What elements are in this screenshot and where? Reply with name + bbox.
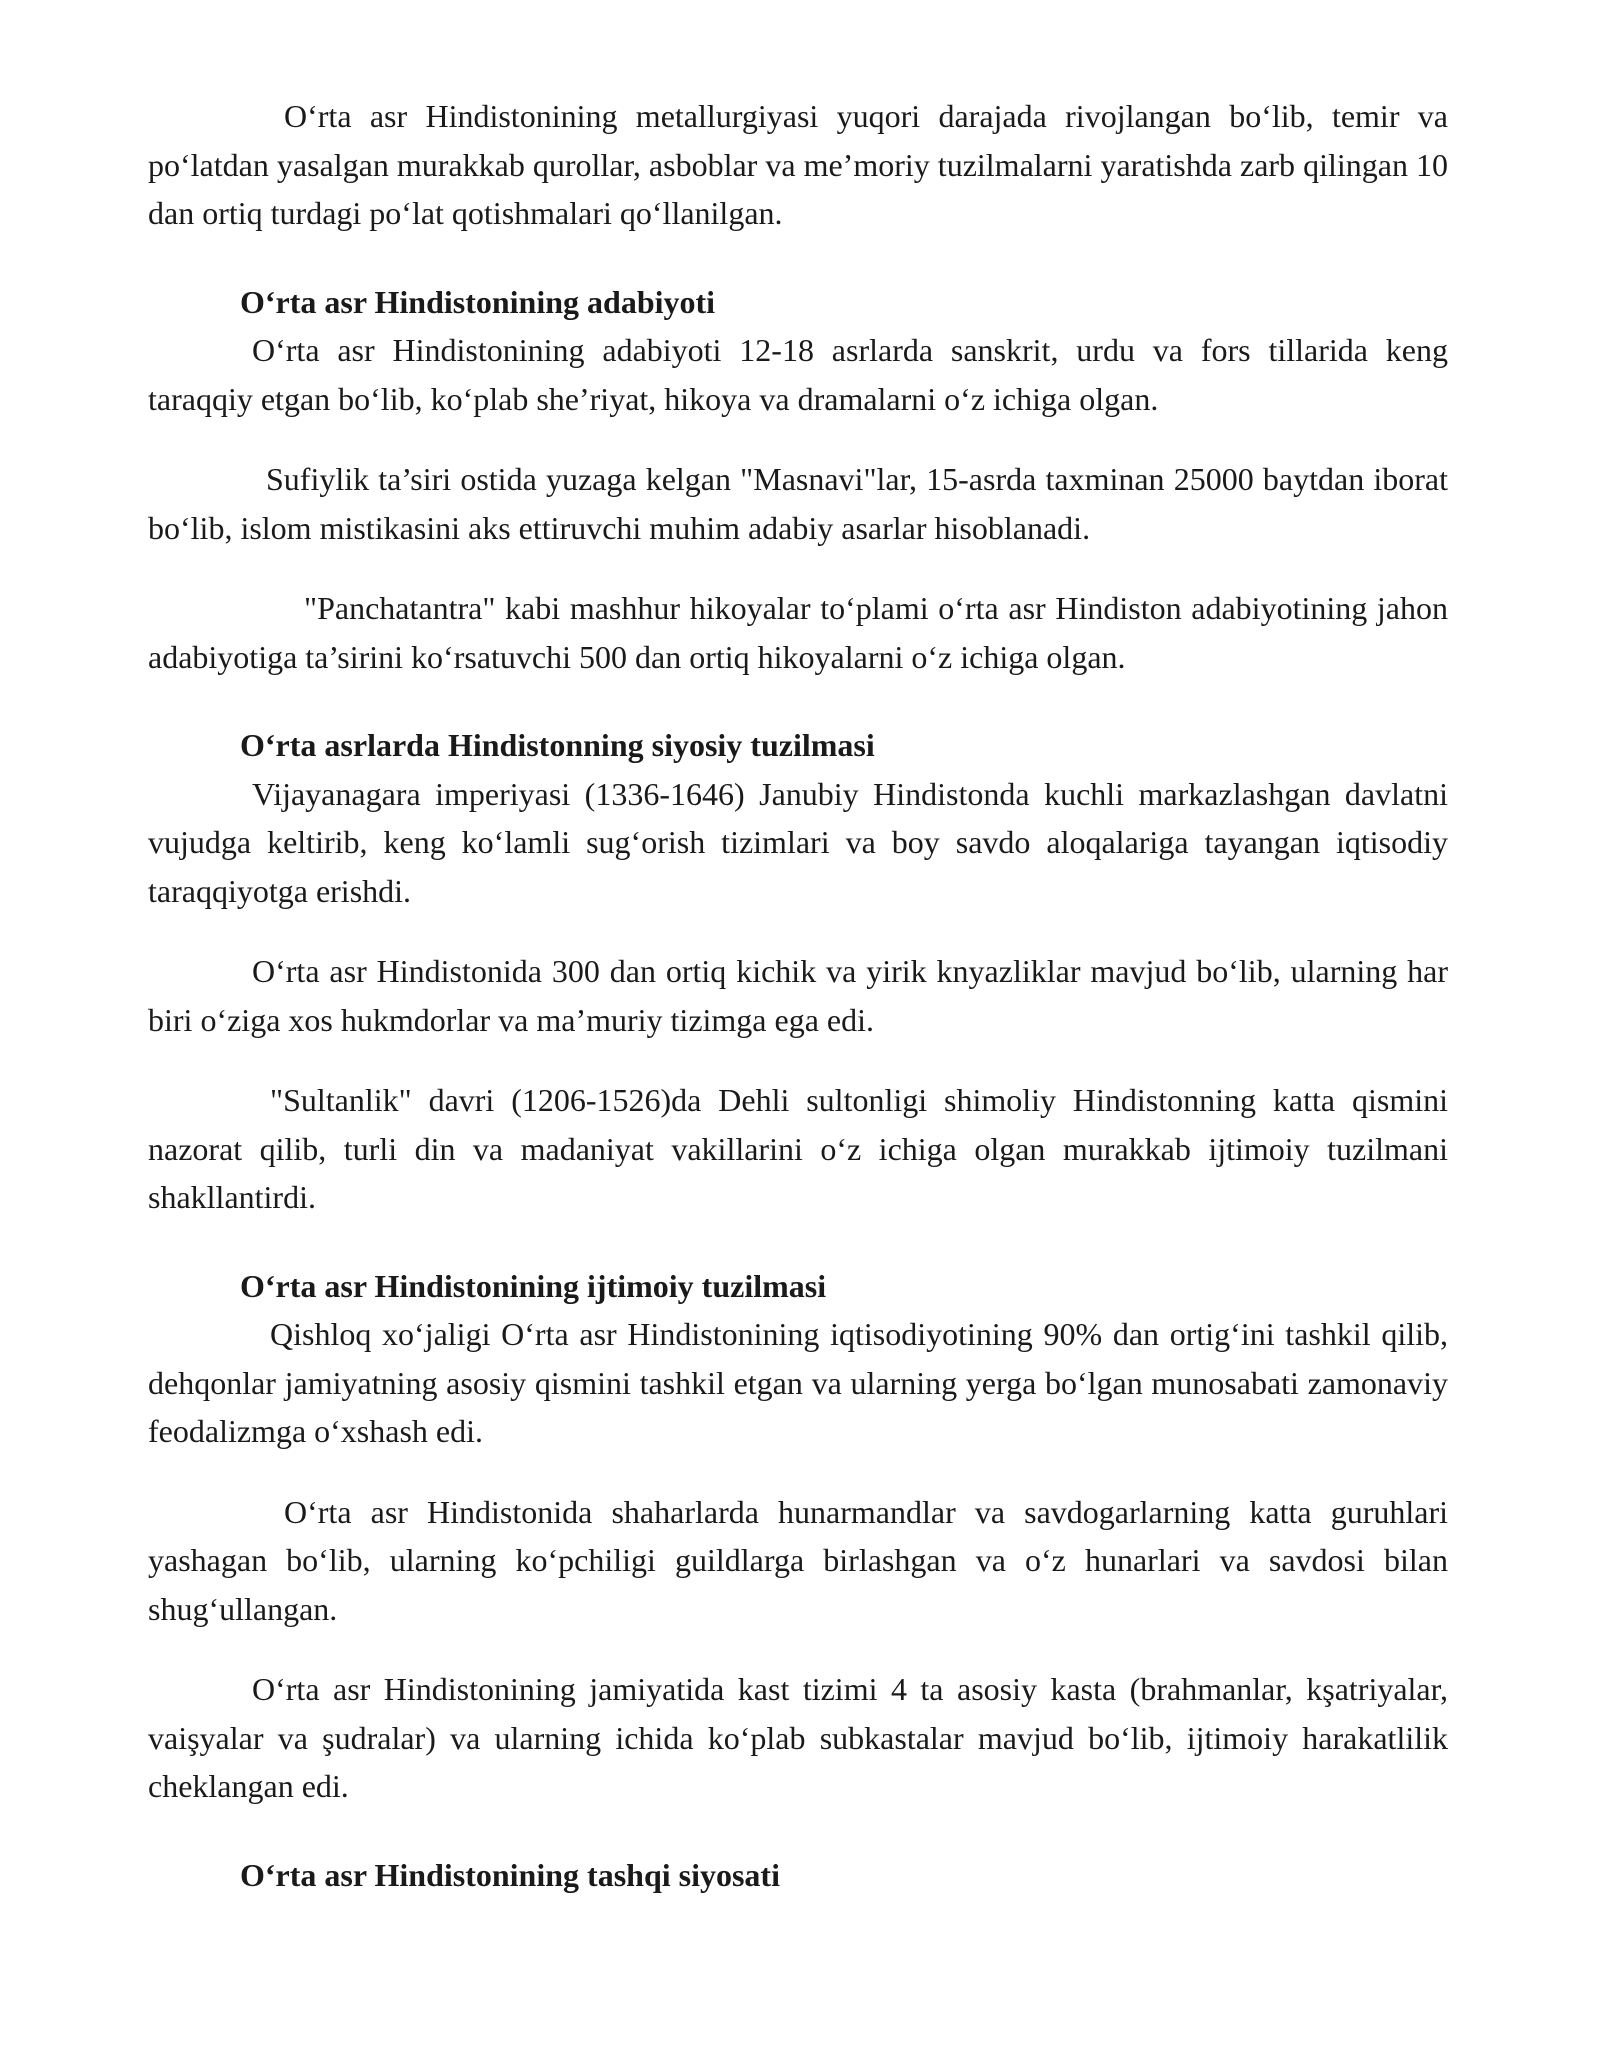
section-heading-foreign-policy: O‘rta asr Hindistonining tashqi siyosati: [240, 1856, 780, 1893]
paragraph-masnavi: Sufiylik ta’siri ostida yuzaga kelgan "Masnavi"lar, 15-asrda taxminan 25000 baytdan iborat bo‘lib, islom mistikasini aks ettiruvchi muhim adabiy asarlar hisoblanadi.: [148, 461, 1448, 546]
section-politics: [148, 721, 1448, 1222]
paragraph-metallurgy: O‘rta asr Hindistonining metallurgiyasi yuqori darajada rivojlangan bo‘lib, temir va po‘latdan yasalgan murakkab qurollar, asboblar va me’moriy tuzilmalarni yaratishda zarb qilingan 10 dan ortiq turdagi po‘lat qotishmalari qo‘llanilgan.: [148, 98, 1448, 231]
section-literature: [148, 278, 1448, 682]
paragraph-agriculture: Qishloq xo‘jaligi O‘rta asr Hindistonining iqtisodiyotining 90% dan ortig‘ini tashkil qilib, dehqonlar jamiyatning asosiy qismini tashkil etgan va ularning yerga bo‘lgan munosabati zamonaviy feodalizmga o‘xshash edi.: [148, 1316, 1448, 1449]
section-society: [148, 1262, 1448, 1811]
section-heading-literature: O‘rta asr Hindistonining adabiyoti: [240, 283, 716, 320]
paragraph-caste-system: O‘rta asr Hindistonining jamiyatida kast tizimi 4 ta asosiy kasta (brahmanlar, kşatriyalar, vaişyalar va şudralar) va ularning ichida ko‘plab subkastalar mavjud bo‘lib, ijtimoiy harakatlilik cheklangan edi.: [148, 1671, 1448, 1804]
document-page: [148, 92, 1448, 1899]
paragraph-principalities: O‘rta asr Hindistonida 300 dan ortiq kichik va yirik knyazliklar mavjud bo‘lib, ularning har biri o‘ziga xos hukmdorlar va ma’muriy tizimga ega edi.: [148, 953, 1448, 1038]
paragraph-vijayanagara: Vijayanagara imperiyasi (1336-1646) Janubiy Hindistonda kuchli markazlashgan davlatni vujudga keltirib, keng ko‘lamli sug‘orish tizimlari va boy savdo aloqalariga tayangan iqtisodiy taraqqiyotga erishdi.: [148, 775, 1448, 909]
section-heading-society: O‘rta asr Hindistonining ijtimoiy tuzilmasi: [240, 1267, 827, 1304]
section-foreign-policy: [148, 1851, 1448, 1900]
paragraph-panchatantra: "Panchatantra" kabi mashhur hikoyalar to‘plami o‘rta asr Hindiston adabiyotining jahon adabiyotiga ta’sirini ko‘rsatuvchi 500 dan ortiq hikoyalarni o‘z ichiga olgan.: [148, 590, 1448, 675]
paragraph-artisans: O‘rta asr Hindistonida shaharlarda hunarmandlar va savdogarlarning katta guruhlari yashagan bo‘lib, ularning ko‘pchiligi guildlarga birlashgan va o‘z hunarlari va savdosi bilan shug‘ullangan.: [148, 1493, 1448, 1627]
paragraph-literature-overview: O‘rta asr Hindistonining adabiyoti 12-18 asrlarda sanskrit, urdu va fors tillarida keng taraqqiy etgan bo‘lib, ko‘plab she’riyat, hikoya va dramalarni o‘z ichiga olgan.: [148, 332, 1448, 417]
paragraph-sultanate: "Sultanlik" davri (1206-1526)da Dehli sultonligi shimoliy Hindistonning katta qismini nazorat qilib, turli din va madaniyat vakillarini o‘z ichiga olgan murakkab ijtimoiy tuzilmani shakllantirdi.: [148, 1082, 1448, 1215]
section-heading-politics: O‘rta asrlarda Hindistonning siyosiy tuzilmasi: [240, 727, 875, 763]
